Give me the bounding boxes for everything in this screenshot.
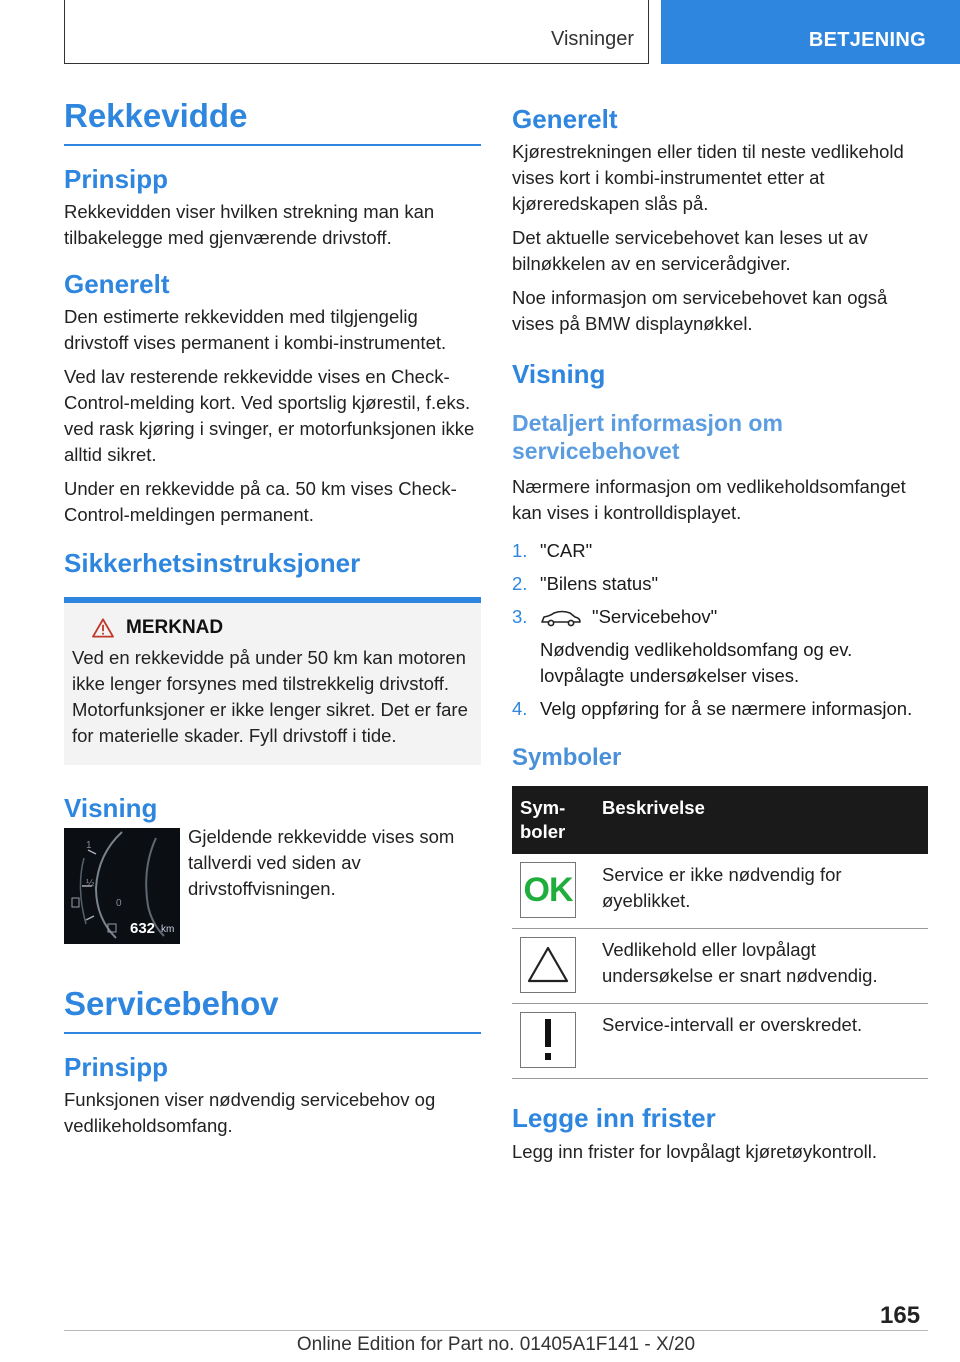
list-item xyxy=(512,538,928,564)
header-chapter-tab[interactable] xyxy=(661,0,960,64)
ok-symbol xyxy=(520,862,576,918)
right-column xyxy=(512,104,928,1173)
instrument-cluster-image xyxy=(64,828,180,944)
step-text: "Servicebehov" xyxy=(592,605,718,627)
prinsipp-heading: Prinsipp xyxy=(64,163,169,194)
gauge-tick-0: 0 xyxy=(116,898,122,910)
table-row xyxy=(512,929,928,1004)
header-section-title: Visninger xyxy=(550,28,634,50)
step-number: 2. xyxy=(512,572,528,594)
table-header-description: Beskrivelse xyxy=(594,786,928,854)
symbols-table xyxy=(512,786,928,1079)
visning-block xyxy=(64,828,481,944)
detaljert-text: Nærmere informasjon om vedlikeholdsomfanget kan vises i kontrolldisplayet. xyxy=(512,475,906,523)
step-subtext: Nødvendig vedlikeholdsomfang og ev. lovpålagte undersøkelser vises. xyxy=(540,638,853,686)
right-visning-heading: Visning xyxy=(512,359,606,390)
step-number: 1. xyxy=(512,539,528,561)
step-text: "Bilens status" xyxy=(540,572,659,594)
step-text: Velg oppføring for å se nærmere informasjon. xyxy=(540,697,913,719)
footer-divider xyxy=(64,1330,928,1331)
table-cell-description: Vedlikehold eller lovpålagt undersøkelse er snart nødvendig. xyxy=(594,929,928,1004)
right-generelt-heading: Generelt xyxy=(512,104,618,134)
table-header-symbols: Symboler xyxy=(512,786,594,854)
triangle-icon xyxy=(526,945,570,985)
visning-text: Gjeldende rekkevidde vises som tallverdi ved siden av drivstoffvisningen. xyxy=(188,826,455,900)
frister-heading: Legge inn frister xyxy=(512,1103,716,1134)
detaljert-heading: Detaljert informasjon om servicebehovet xyxy=(512,410,783,464)
rekkevidde-heading: Rekkevidde xyxy=(64,96,481,146)
table-row xyxy=(512,854,928,929)
list-item xyxy=(512,604,928,689)
list-item xyxy=(512,571,928,597)
generelt-heading: Generelt xyxy=(64,268,170,299)
note-title: MERKNAD xyxy=(126,617,224,639)
warning-triangle-icon xyxy=(92,618,114,638)
header-section-box xyxy=(64,0,649,64)
note-title-row xyxy=(72,617,471,639)
step-number: 4. xyxy=(512,697,528,719)
left-column xyxy=(64,96,481,1147)
step-body xyxy=(540,604,928,689)
symboler-heading: Symboler xyxy=(512,743,622,771)
right-generelt-paragraph-2: Det aktuelle servicebehovet kan leses ut av bilnøkkelen av en servicerådgiver. xyxy=(512,227,868,275)
visning-heading: Visning xyxy=(64,793,158,824)
prinsipp2-heading: Prinsipp xyxy=(64,1051,169,1082)
frister-text: Legg inn frister for lovpålagt kjøretøykontroll. xyxy=(512,1140,878,1162)
triangle-symbol xyxy=(520,937,576,993)
generelt-paragraph-3: Under en rekkevidde på ca. 50 km vises Check-Control-meldingen permanent. xyxy=(64,477,457,525)
range-value: 632 xyxy=(130,920,156,938)
servicebehov-heading: Servicebehov xyxy=(64,984,481,1034)
generelt-paragraph-2: Ved lav resterende rekkevidde vises en Check-Control-melding kort. Ved sportslig kjørestil, f.eks. ved rask kjøring i svinger, er motorfunksjonen ikke alltid sikret. xyxy=(64,365,475,465)
list-item xyxy=(512,696,928,722)
right-generelt-paragraph-3: Noe informasjon om servicebehovet kan også vises på BMW displaynøkkel. xyxy=(512,287,888,335)
sikkerhet-heading: Sikkerhetsinstruksjoner xyxy=(64,547,361,578)
gauge-tick-half: ½ xyxy=(86,878,95,890)
gauge-tick-1: 1 xyxy=(86,840,92,852)
right-generelt-paragraph-1: Kjørestrekningen eller tiden til neste vedlikehold vises kort i kombi-instrumentet etter at kjøreredskapen slås på. xyxy=(512,141,904,215)
table-row xyxy=(512,1004,928,1079)
prinsipp2-text: Funksjonen viser nødvendig servicebehov og vedlikeholdsomfang. xyxy=(64,1089,436,1137)
exclamation-icon xyxy=(538,1017,558,1063)
warning-note xyxy=(64,597,481,765)
note-text: Ved en rekkevidde på under 50 km kan motoren ikke lenger forsynes med tilstrekkelig drivstoff. Motorfunksjoner er ikke lenger sikret. Det er fare for materielle skader. Fyll drivstoff i tide. xyxy=(72,647,468,747)
page-number: 165 xyxy=(880,1302,921,1329)
table-cell-description: Service-intervall er overskredet. xyxy=(594,1004,928,1079)
header-chapter-title: BETJENING xyxy=(808,29,926,51)
ok-icon: OK xyxy=(523,871,573,910)
car-icon xyxy=(540,609,582,627)
steps-list xyxy=(512,538,928,722)
footer-edition: Online Edition for Part no. 01405A1F141 - X/20 xyxy=(296,1334,696,1355)
range-unit: km xyxy=(161,924,175,936)
step-text: "CAR" xyxy=(540,539,593,561)
table-header-row xyxy=(512,786,928,854)
exclamation-symbol xyxy=(520,1012,576,1068)
step-number: 3. xyxy=(512,605,528,627)
prinsipp-text: Rekkevidden viser hvilken strekning man kan tilbakelegge med gjenværende drivstoff. xyxy=(64,200,435,248)
generelt-paragraph-1: Den estimerte rekkevidden med tilgjengelig drivstoff vises permanent i kombi-instrumentet. xyxy=(64,305,447,353)
table-cell-description: Service er ikke nødvendig for øyeblikket. xyxy=(594,854,928,929)
